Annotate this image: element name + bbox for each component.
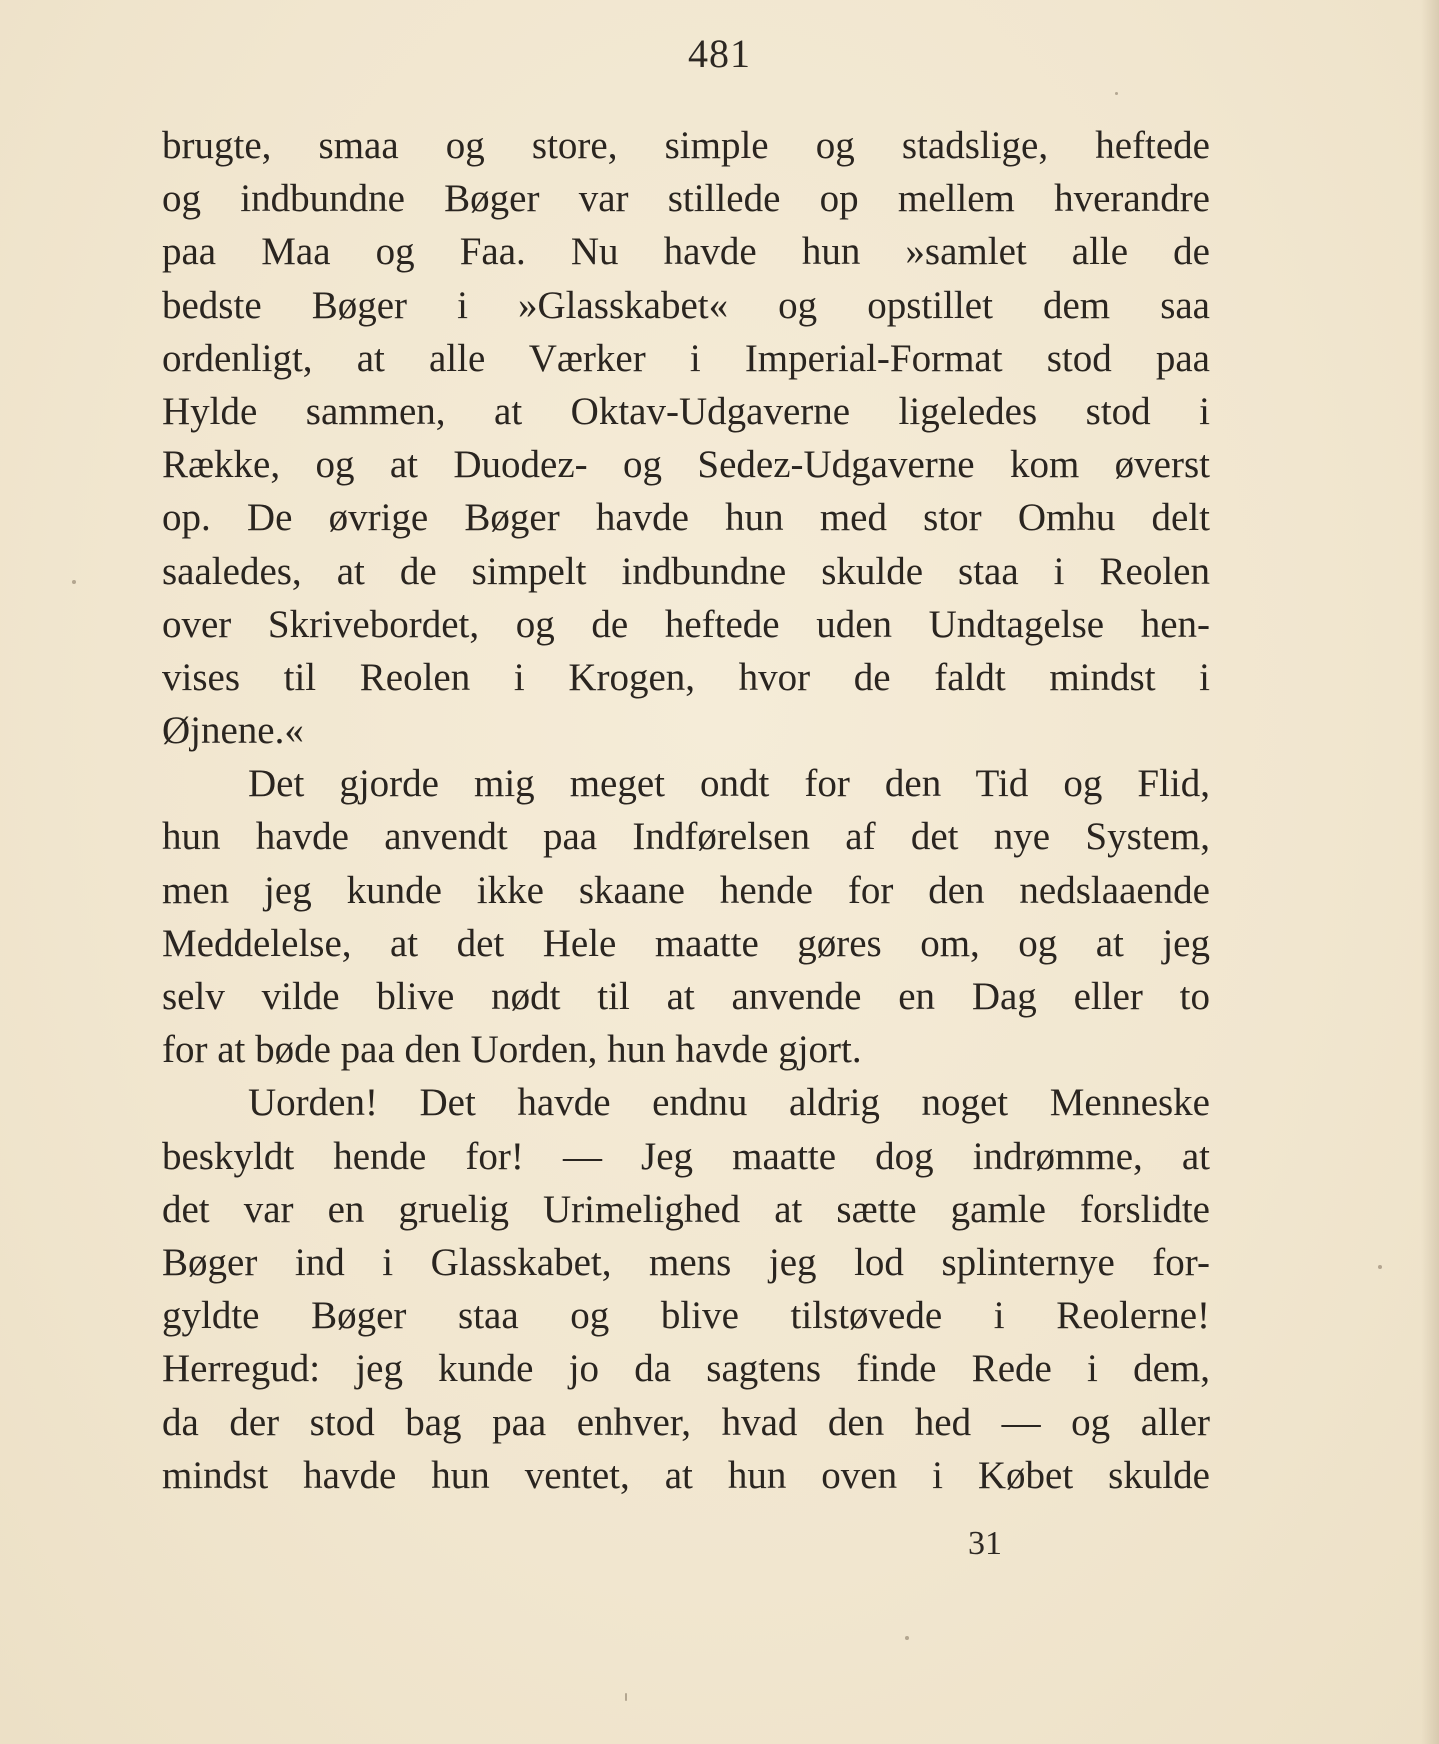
page-edge-shadow bbox=[1421, 0, 1439, 1744]
text-line: for at bøde paa den Uorden, hun havde gjort. bbox=[162, 1028, 862, 1072]
paper-speck bbox=[1115, 92, 1118, 95]
paper-speck bbox=[1378, 1265, 1382, 1269]
text-line: Bøger ind i Glasskabet, mens jeg lod splinternye for- bbox=[162, 1240, 1210, 1284]
text-line: ordenligt, at alle Værker i Imperial-Format stod paa bbox=[162, 336, 1210, 380]
text-line: paa Maa og Faa. Nu havde hun »samlet alle de bbox=[162, 230, 1210, 274]
text-line: Meddelelse, at det Hele maatte gøres om, og at jeg bbox=[162, 921, 1210, 965]
text-line: og indbundne Bøger var stillede op mellem hverandre bbox=[162, 177, 1210, 221]
text-line: over Skrivebordet, og de heftede uden Undtagelse hen- bbox=[162, 602, 1210, 646]
text-line: men jeg kunde ikke skaane hende for den nedslaaende bbox=[162, 868, 1210, 912]
signature-mark: 31 bbox=[968, 1525, 1002, 1562]
text-line: mindst havde hun ventet, at hun oven i Købet skulde bbox=[162, 1453, 1210, 1497]
body-text bbox=[162, 119, 1210, 1502]
text-line: saaledes, at de simpelt indbundne skulde staa i Reolen bbox=[162, 549, 1210, 593]
paper-speck bbox=[905, 1636, 909, 1640]
text-line: hun havde anvendt paa Indførelsen af det nye System, bbox=[162, 815, 1210, 859]
text-line: vises til Reolen i Krogen, hvor de faldt mindst i bbox=[162, 655, 1210, 699]
text-line: Uorden! Det havde endnu aldrig noget Menneske bbox=[248, 1081, 1210, 1125]
text-line: Herregud: jeg kunde jo da sagtens finde Rede i dem, bbox=[162, 1347, 1210, 1391]
text-line: bedste Bøger i »Glasskabet« og opstillet dem saa bbox=[162, 283, 1210, 327]
text-line: Række, og at Duodez- og Sedez-Udgaverne kom øverst bbox=[162, 443, 1210, 487]
text-line: beskyldt hende for! — Jeg maatte dog indrømme, at bbox=[162, 1134, 1210, 1178]
paper-speck bbox=[625, 1693, 627, 1701]
text-line: Hylde sammen, at Oktav-Udgaverne ligeledes stod i bbox=[162, 389, 1210, 433]
text-line: det var en gruelig Urimelighed at sætte gamle forslidte bbox=[162, 1187, 1210, 1231]
text-line: Øjnene.« bbox=[162, 709, 304, 753]
page-number: 481 bbox=[688, 31, 751, 76]
text-line: da der stod bag paa enhver, hvad den hed — og aller bbox=[162, 1400, 1210, 1444]
paper-speck bbox=[72, 580, 76, 584]
text-line: selv vilde blive nødt til at anvende en Dag eller to bbox=[162, 975, 1210, 1018]
text-line: op. De øvrige Bøger havde hun med stor Omhu delt bbox=[162, 496, 1210, 540]
text-line: gyldte Bøger staa og blive tilstøvede i Reolerne! bbox=[162, 1294, 1210, 1338]
text-line: Det gjorde mig meget ondt for den Tid og Flid, bbox=[248, 762, 1210, 806]
text-line: brugte, smaa og store, simple og stadslige, heftede bbox=[162, 124, 1210, 167]
